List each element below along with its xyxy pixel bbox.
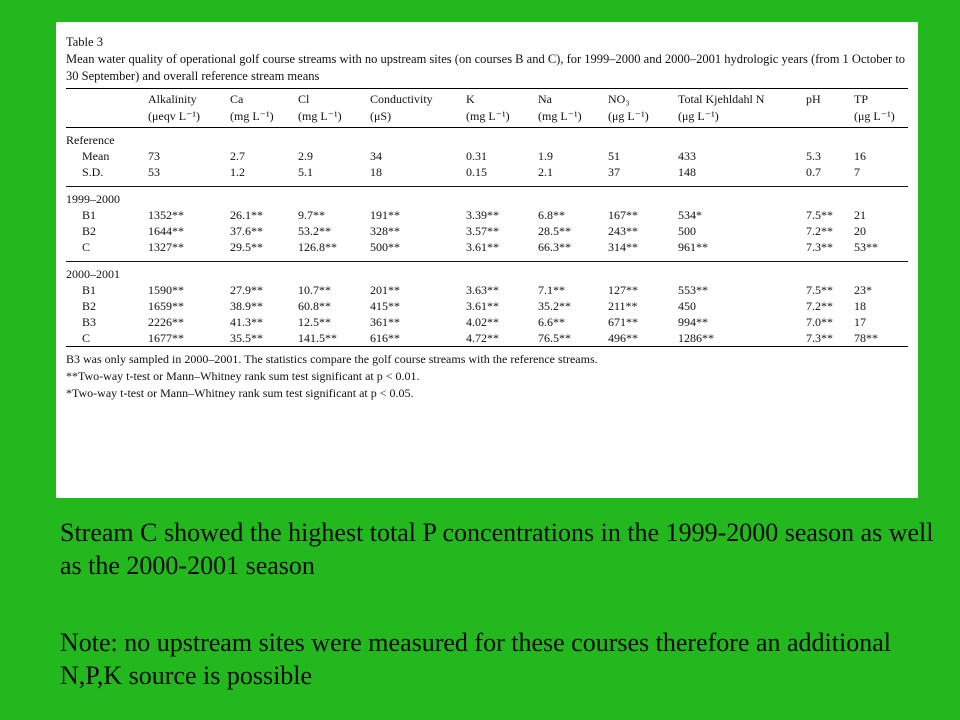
table-cell: 433 [678, 149, 696, 163]
table-cell: 26.1** [230, 208, 263, 222]
table-cell: 7.5** [806, 208, 833, 222]
table-cell: 553** [678, 283, 708, 297]
table-cell: 6.8** [538, 208, 565, 222]
table-cell: 16 [854, 149, 866, 163]
table-cell: 5.3 [806, 149, 821, 163]
table-cell: 671** [608, 315, 638, 329]
table-cell: 53** [854, 240, 878, 254]
table-cell: 7 [854, 165, 860, 179]
table-cell: 37.6** [230, 224, 263, 238]
column-name: Cl [298, 92, 310, 106]
table-row [66, 223, 908, 239]
column-header [608, 89, 678, 127]
table-cell: 167** [608, 208, 638, 222]
table-cell: 1.2 [230, 165, 245, 179]
column-unit: (mg L⁻¹) [230, 109, 274, 123]
column-header [538, 89, 608, 127]
table-cell: 66.3** [538, 240, 571, 254]
table-cell: 18 [854, 299, 866, 313]
table-cell: 1677** [148, 331, 184, 345]
table-cell: 37 [608, 165, 620, 179]
table-cell: 34 [370, 149, 382, 163]
table-footnotes [66, 351, 908, 402]
table-caption [66, 34, 908, 85]
row-label: C [82, 331, 91, 345]
table-cell: 1327** [148, 240, 184, 254]
table-cell: 51 [608, 149, 620, 163]
column-name: NO₃ [608, 92, 630, 106]
table-cell: 3.39** [466, 208, 499, 222]
footnote: **Two-way t-test or Mann–Whitney rank sum test significant at p < 0.01. [66, 369, 420, 383]
table-cell: 0.15 [466, 165, 487, 179]
data-table [66, 89, 908, 346]
table-label: Table 3 [66, 35, 103, 49]
row-label: S.D. [82, 165, 104, 179]
column-unit: (μg L⁻¹) [608, 109, 649, 123]
column-name: Na [538, 92, 552, 106]
table-cell: 21 [854, 208, 866, 222]
summary-text: Stream C showed the highest total P concentrations in the 1999-2000 season as well as the 2000-2001 season [60, 518, 934, 580]
table-cell: 141.5** [298, 331, 337, 345]
table-cell: 361** [370, 315, 400, 329]
table-cell: 2226** [148, 315, 184, 329]
table-cell: 0.31 [466, 149, 487, 163]
table-cell: 7.5** [806, 283, 833, 297]
row-label: C [82, 240, 91, 254]
column-name: pH [806, 92, 821, 106]
table-cell: 7.0** [806, 315, 833, 329]
column-name: K [466, 92, 475, 106]
group-title-row [66, 187, 908, 207]
table-cell: 53 [148, 165, 160, 179]
table-cell: 20 [854, 224, 866, 238]
table-cell: 76.5** [538, 331, 571, 345]
column-name: Ca [230, 92, 244, 106]
row-label: B2 [82, 224, 97, 238]
footnote: B3 was only sampled in 2000–2001. The statistics compare the golf course streams with the reference streams. [66, 352, 598, 366]
table-cell: 73 [148, 149, 160, 163]
table-cell: 28.5** [538, 224, 571, 238]
table-body [66, 127, 908, 346]
table-cell: 127** [608, 283, 638, 297]
column-header [148, 89, 230, 127]
table-cell: 3.61** [466, 299, 499, 313]
table-cell: 211** [608, 299, 638, 313]
row-label: B1 [82, 208, 97, 222]
table-cell: 2.1 [538, 165, 553, 179]
column-name: Alkalinity [148, 92, 197, 106]
table-caption-text: Mean water quality of operational golf course streams with no upstream sites (on courses B and C), for 1999–2000 and 2000–2001 hydrologic years (from 1 October to 30 September) and overall reference stream means [66, 52, 906, 83]
column-header [678, 89, 806, 127]
column-unit: (mg L⁻¹) [298, 109, 342, 123]
column-header [298, 89, 370, 127]
table-cell: 1644** [148, 224, 184, 238]
table-row [66, 282, 908, 298]
table-cell: 4.72** [466, 331, 499, 345]
table-cell: 616** [370, 331, 400, 345]
table-cell: 6.6** [538, 315, 565, 329]
group-title-row [66, 262, 908, 282]
table-row [66, 239, 908, 255]
table-cell: 3.63** [466, 283, 499, 297]
column-unit: (μS) [370, 109, 392, 123]
table-cell: 3.61** [466, 240, 499, 254]
table-cell: 18 [370, 165, 382, 179]
table-cell: 243** [608, 224, 638, 238]
group-title-row [66, 128, 908, 148]
table-cell: 0.7 [806, 165, 821, 179]
column-unit: (mg L⁻¹) [538, 109, 582, 123]
table-cell: 500** [370, 240, 400, 254]
table-cell: 314** [608, 240, 638, 254]
table-cell: 23* [854, 283, 872, 297]
table-cell: 12.5** [298, 315, 331, 329]
group-title: 2000–2001 [66, 267, 120, 281]
table-cell: 60.8** [298, 299, 331, 313]
table-cell: 2.7 [230, 149, 245, 163]
footnote: *Two-way t-test or Mann–Whitney rank sum test significant at p < 0.05. [66, 386, 414, 400]
table-cell: 7.1** [538, 283, 565, 297]
row-label: B2 [82, 299, 97, 313]
table-cell: 961** [678, 240, 708, 254]
table-cell: 2.9 [298, 149, 313, 163]
table-cell: 7.3** [806, 240, 833, 254]
column-header [854, 89, 908, 127]
table-cell: 29.5** [230, 240, 263, 254]
table-cell: 5.1 [298, 165, 313, 179]
table-cell: 35.2** [538, 299, 571, 313]
table-row [66, 330, 908, 346]
table-cell: 496** [608, 331, 638, 345]
column-unit: (mg L⁻¹) [466, 109, 510, 123]
column-name: TP [854, 92, 869, 106]
table-row [66, 207, 908, 223]
table-cell: 126.8** [298, 240, 337, 254]
column-name: Total Kjehldahl N [678, 92, 765, 106]
table-cell: 534* [678, 208, 702, 222]
group-rule [66, 186, 908, 187]
group-title: Reference [66, 133, 115, 147]
table-cell: 9.7** [298, 208, 325, 222]
table-cell: 450 [678, 299, 696, 313]
column-header [230, 89, 298, 127]
group-title: 1999–2000 [66, 192, 120, 206]
column-unit: (μg L⁻¹) [678, 109, 719, 123]
table-cell: 27.9** [230, 283, 263, 297]
table-cell: 53.2** [298, 224, 331, 238]
table-cell: 191** [370, 208, 400, 222]
table-row [66, 298, 908, 314]
row-label: B1 [82, 283, 97, 297]
table-row [66, 314, 908, 330]
table-cell: 148 [678, 165, 696, 179]
row-label: Mean [82, 149, 110, 163]
table-cell: 994** [678, 315, 708, 329]
group-rule [66, 261, 908, 262]
column-header [806, 89, 854, 127]
table-cell: 415** [370, 299, 400, 313]
row-label: B3 [82, 315, 97, 329]
column-name: Conductivity [370, 92, 433, 106]
table-row [66, 148, 908, 164]
table-cell: 500 [678, 224, 696, 238]
table-cell: 1590** [148, 283, 184, 297]
table-header-row [66, 89, 908, 127]
table-cell: 7.3** [806, 331, 833, 345]
note-text: Note: no upstream sites were measured for these courses therefore an additional N,P,K source is possible [60, 628, 891, 690]
table-cell: 1286** [678, 331, 714, 345]
table-cell: 10.7** [298, 283, 331, 297]
table-cell: 328** [370, 224, 400, 238]
table-cell: 201** [370, 283, 400, 297]
table-cell: 17 [854, 315, 866, 329]
table-cell: 1.9 [538, 149, 553, 163]
column-header [66, 89, 148, 127]
table-cell: 1659** [148, 299, 184, 313]
table-cell: 41.3** [230, 315, 263, 329]
table-cell: 1352** [148, 208, 184, 222]
table-cell: 3.57** [466, 224, 499, 238]
column-unit: (μg L⁻¹) [854, 109, 895, 123]
table-cell: 78** [854, 331, 878, 345]
table-bottom-rule [66, 346, 908, 347]
table-image [56, 22, 918, 498]
table-cell: 35.5** [230, 331, 263, 345]
column-header [370, 89, 466, 127]
table-cell: 38.9** [230, 299, 263, 313]
table-cell: 4.02** [466, 315, 499, 329]
table-cell: 7.2** [806, 224, 833, 238]
table-row [66, 164, 908, 180]
column-unit: (μeqv L⁻¹) [148, 109, 201, 123]
table-cell: 7.2** [806, 299, 833, 313]
column-header [466, 89, 538, 127]
